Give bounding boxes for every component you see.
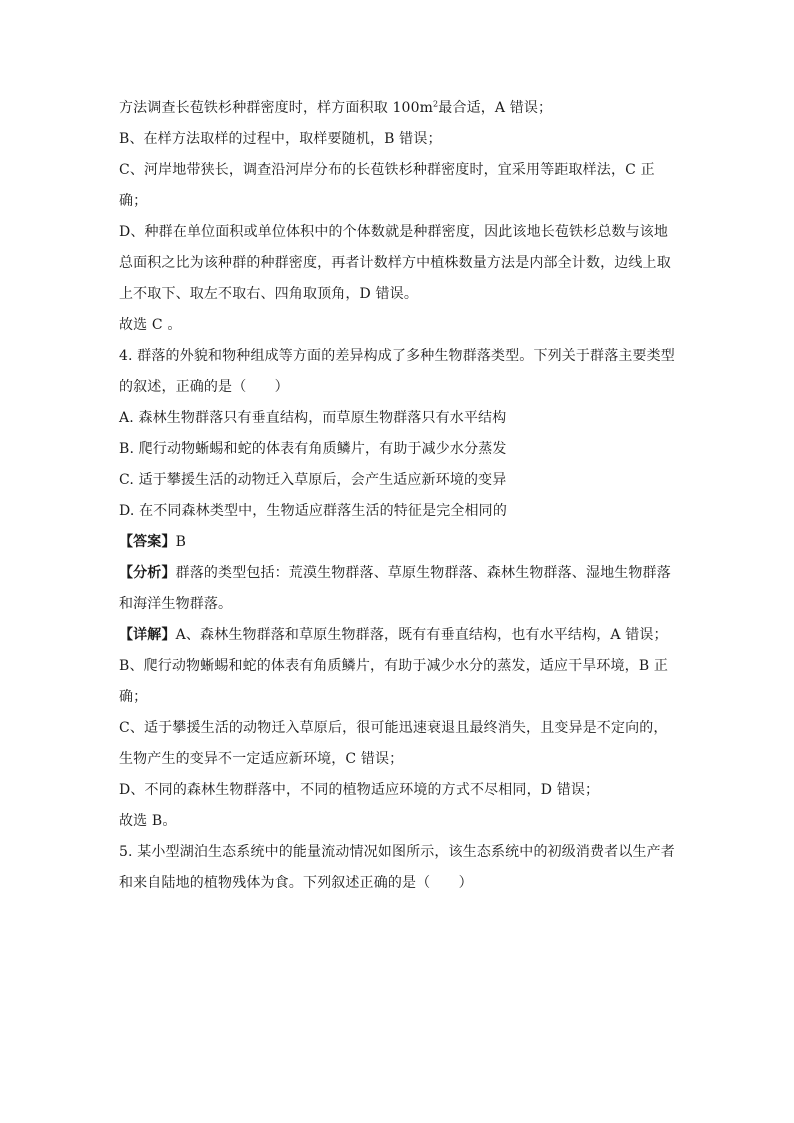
- text-span: 最合适，A 错误；: [438, 100, 553, 116]
- text-span: 方法调查长苞铁杉种群密度时，样方面积取 100m: [119, 100, 434, 116]
- text-line: [119, 98, 679, 118]
- analysis-label: 【分析】: [119, 565, 176, 581]
- question-stem: 的叙述，正确的是（ ）: [119, 379, 289, 395]
- analysis-text: 群落的类型包括：荒漠生物群落、草原生物群落、森林生物群落、湿地生物群落: [175, 565, 671, 581]
- question-stem: 5. 某小型湖泊生态系统中的能量流动情况如图所示，该生态系统中的初级消费者以生产者: [119, 844, 675, 860]
- text-line: B、在样方法取样的过程中，取样要随机，B 错误；: [119, 131, 442, 147]
- text-line: 确；: [119, 193, 148, 209]
- text-line: 故选 B。: [119, 813, 177, 829]
- text-line: 生物产生的变异不一定适应新环境，C 错误；: [119, 751, 404, 767]
- detail-line: [119, 625, 679, 645]
- text-line: D、种群在单位面积或单位体积中的个体数就是种群密度，因此该地长苞铁杉总数与该地: [119, 224, 669, 240]
- option-c: C. 适于攀援生活的动物迁入草原后，会产生适应新环境的变异: [119, 472, 507, 488]
- text-line: C、适于攀援生活的动物迁入草原后，很可能迅速衰退且最终消失，且变异是不定向的，: [119, 720, 668, 736]
- answer-value: B: [175, 534, 187, 550]
- analysis-line: [119, 563, 679, 583]
- option-b: B. 爬行动物蜥蜴和蛇的体表有角质鳞片，有助于减少水分蒸发: [119, 441, 507, 457]
- option-d: D. 在不同森林类型中，生物适应群落生活的特征是完全相同的: [119, 503, 507, 519]
- option-a: A. 森林生物群落只有垂直结构，而草原生物群落只有水平结构: [119, 410, 507, 426]
- answer-label: 【答案】: [119, 534, 176, 550]
- text-line: D、不同的森林生物群落中，不同的植物适应环境的方式不尽相同，D 错误；: [119, 782, 600, 798]
- answer-line: [119, 532, 679, 552]
- superscript: 2: [433, 99, 439, 109]
- question-stem: 4. 群落的外貌和物种组成等方面的差异构成了多种生物群落类型。下列关于群落主要类型: [119, 348, 675, 364]
- question-stem: 和来自陆地的植物残体为食。下列叙述正确的是（ ）: [119, 875, 473, 891]
- text-line: C、河岸地带狭长，调查沿河岸分布的长苞铁杉种群密度时，宜采用等距取样法，C 正: [119, 162, 655, 178]
- text-line: 总面积之比为该种群的种群密度，再者计数样方中植株数量方法是内部全计数，边线上取: [119, 255, 671, 271]
- text-line: 故选 C 。: [119, 317, 182, 333]
- detail-label: 【详解】: [119, 627, 176, 643]
- document-page: [119, 98, 679, 904]
- text-line: 和海洋生物群落。: [119, 596, 233, 612]
- text-line: B、爬行动物蜥蜴和蛇的体表有角质鳞片，有助于减少水分的蒸发，适应干旱环境，B 正: [119, 658, 669, 674]
- text-line: 上不取下、取左不取右、四角取顶角，D 错误。: [119, 286, 418, 302]
- detail-text: A、森林生物群落和草原生物群落，既有有垂直结构，也有水平结构，A 错误；: [175, 627, 668, 643]
- text-line: 确；: [119, 689, 148, 705]
